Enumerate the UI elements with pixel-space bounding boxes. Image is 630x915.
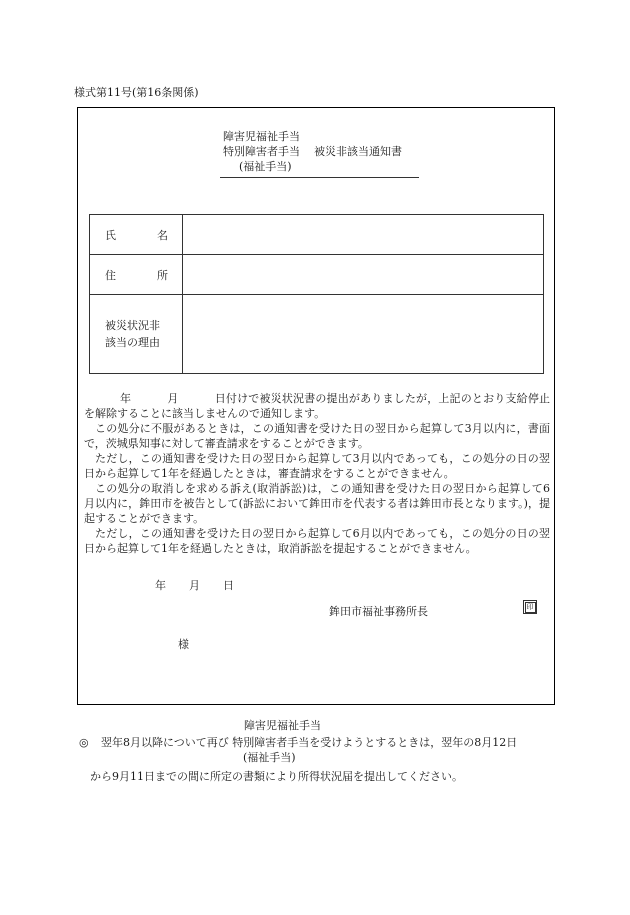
reason-field[interactable] (183, 295, 544, 374)
title-line-2-left: 特別障害者手当 (223, 145, 300, 158)
body-paragraph-4: この処分の取消しを求める訴え(取消訴訟)は，この通知書を受けた日の翌日から起算して6月以内に，鉾田市を被告として(訴訟において鉾田市を代表する者は鉾田市長となります。)，提起することができます。 (84, 482, 550, 525)
form-number: 様式第11号(第16条関係) (74, 86, 199, 99)
double-circle-icon: ◎ (79, 736, 89, 749)
notice-title (223, 129, 402, 174)
title-line-2-right: 被災非該当通知書 (314, 145, 402, 158)
body-paragraph-2: この処分に不服があるときは，この通知書を受けた日の翌日から起算して3月以内に，書面で，茨城県知事に対して審査請求をすることができます。 (84, 422, 550, 450)
name-label: 氏 名 (90, 215, 183, 255)
body-paragraph-3: ただし，この通知書を受けた日の翌日から起算して3月以内であっても，この処分の日の翌日から起算して1年を経過したときは，審査請求をすることができません。 (84, 452, 550, 480)
recipient-suffix: 様 (178, 638, 189, 651)
title-line-3: (福祉手当) (239, 160, 292, 173)
title-underline (220, 177, 419, 178)
notice-body (84, 391, 550, 556)
note-line-4: から9月11日までの間に所定の書類により所得状況届を提出してください。 (90, 770, 463, 783)
table-row-address (90, 255, 544, 295)
address-label: 住 所 (90, 255, 183, 295)
recipient-info-table (89, 214, 544, 374)
body-paragraph-5: ただし，この通知書を受けた日の翌日から起算して6月以内であっても，この処分の日の翌日から起算して1年を経過したときは，取消訴訟を提起することができません。 (84, 527, 550, 555)
body-paragraph-1: 年 月 日付けで被災状況書の提出がありましたが，上記のとおり支給停止を解除することに該当しませんので通知します。 (84, 392, 551, 420)
name-field[interactable] (183, 215, 544, 255)
office-name: 鉾田市福祉事務所長 (329, 605, 428, 618)
reason-label: 被災状況非 該当の理由 (90, 295, 183, 374)
note-line-2: ◎ 翌年8月以降について再び 特別障害者手当を受けようとするときは，翌年の8月12日 (79, 736, 518, 749)
table-row-reason (90, 295, 544, 374)
issue-date: 年 月 日 (155, 579, 234, 592)
table-row-name (90, 215, 544, 255)
seal-icon: 印 (523, 600, 537, 614)
note-line-3: (福祉手当) (243, 751, 296, 764)
note-line-1: 障害児福祉手当 (244, 719, 321, 732)
title-line-1: 障害児福祉手当 (223, 130, 300, 143)
title-line-2 (223, 144, 402, 159)
address-field[interactable] (183, 255, 544, 295)
